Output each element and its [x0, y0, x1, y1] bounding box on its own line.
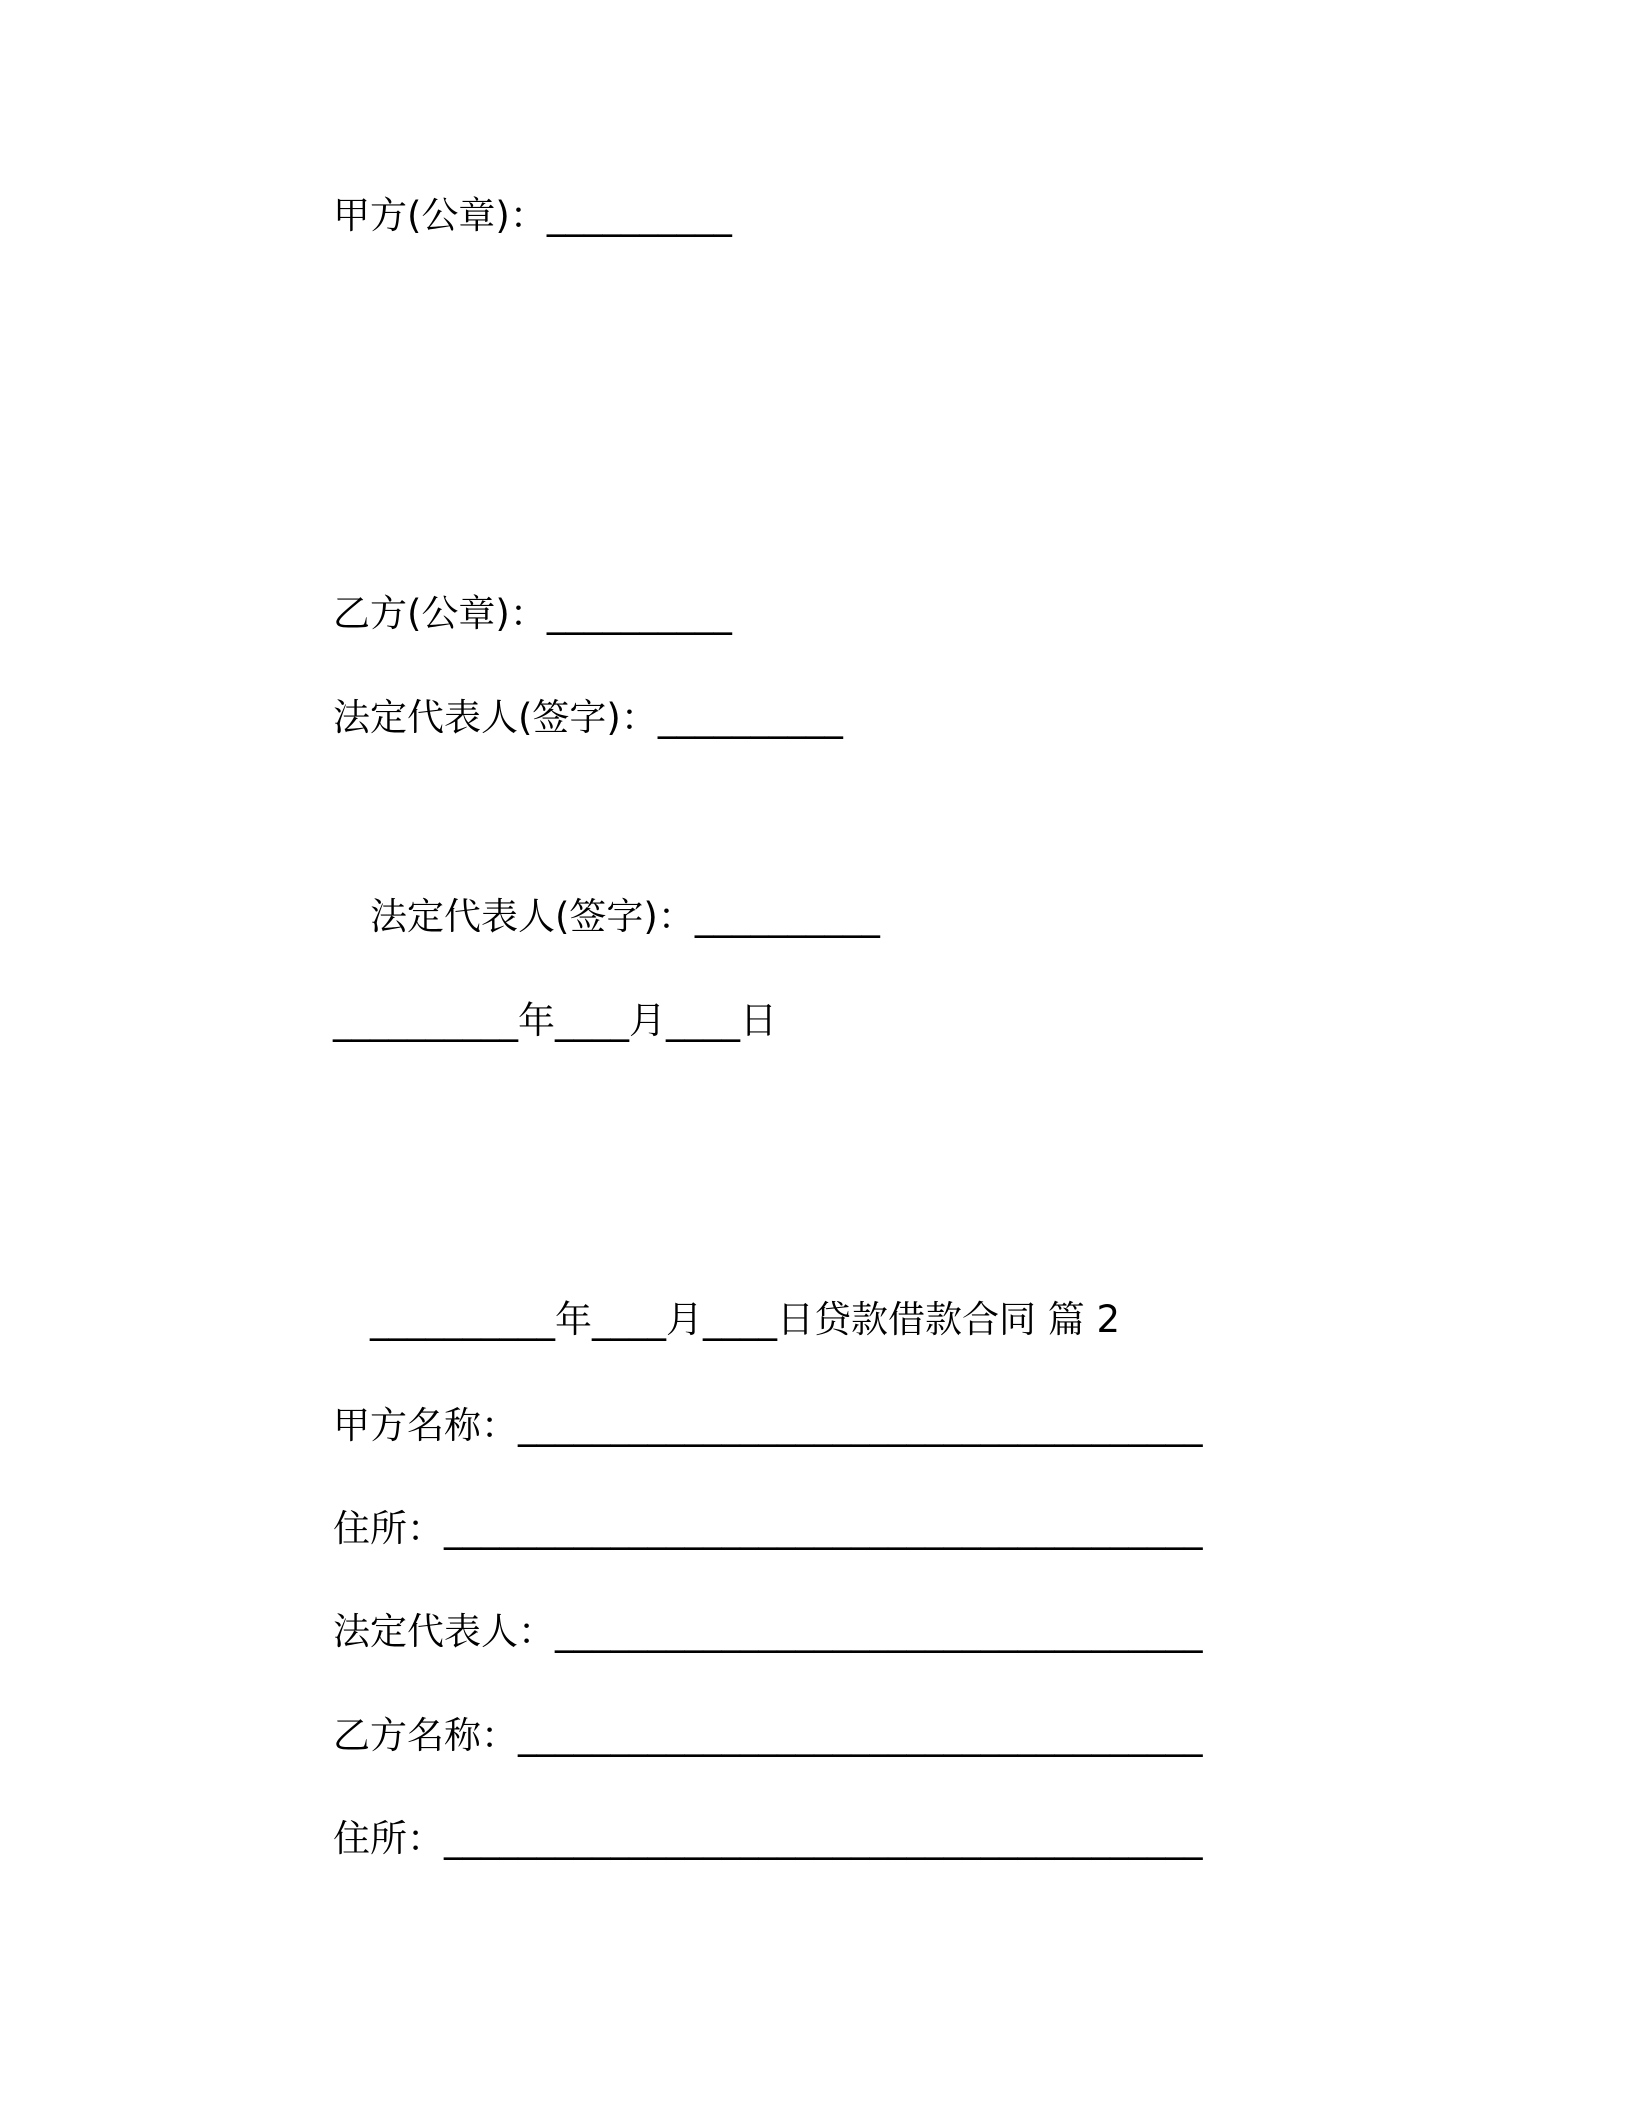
party-a-address-field: 住所：_________________________________________ — [333, 1507, 1203, 1550]
party-b-address-field: 住所：_________________________________________ — [333, 1817, 1203, 1860]
party-a-legal-rep-field: 法定代表人：___________________________________ — [333, 1610, 1203, 1653]
signing-date-line: __________年____月____日 — [333, 999, 777, 1042]
legal-rep-signature-line: 法定代表人(签字)：__________ — [333, 696, 843, 739]
party-a-seal-line: 甲方(公章)：__________ — [333, 194, 732, 237]
party-b-name-field: 乙方名称：_____________________________________ — [333, 1714, 1203, 1757]
party-b-seal-line: 乙方(公章)：__________ — [333, 592, 732, 635]
party-a-name-field: 甲方名称：_____________________________________ — [333, 1404, 1203, 1447]
section-heading: __________年____月____日贷款借款合同 篇 2 — [370, 1298, 1121, 1341]
legal-rep-signature-line-2: 法定代表人(签字)：__________ — [370, 895, 880, 938]
